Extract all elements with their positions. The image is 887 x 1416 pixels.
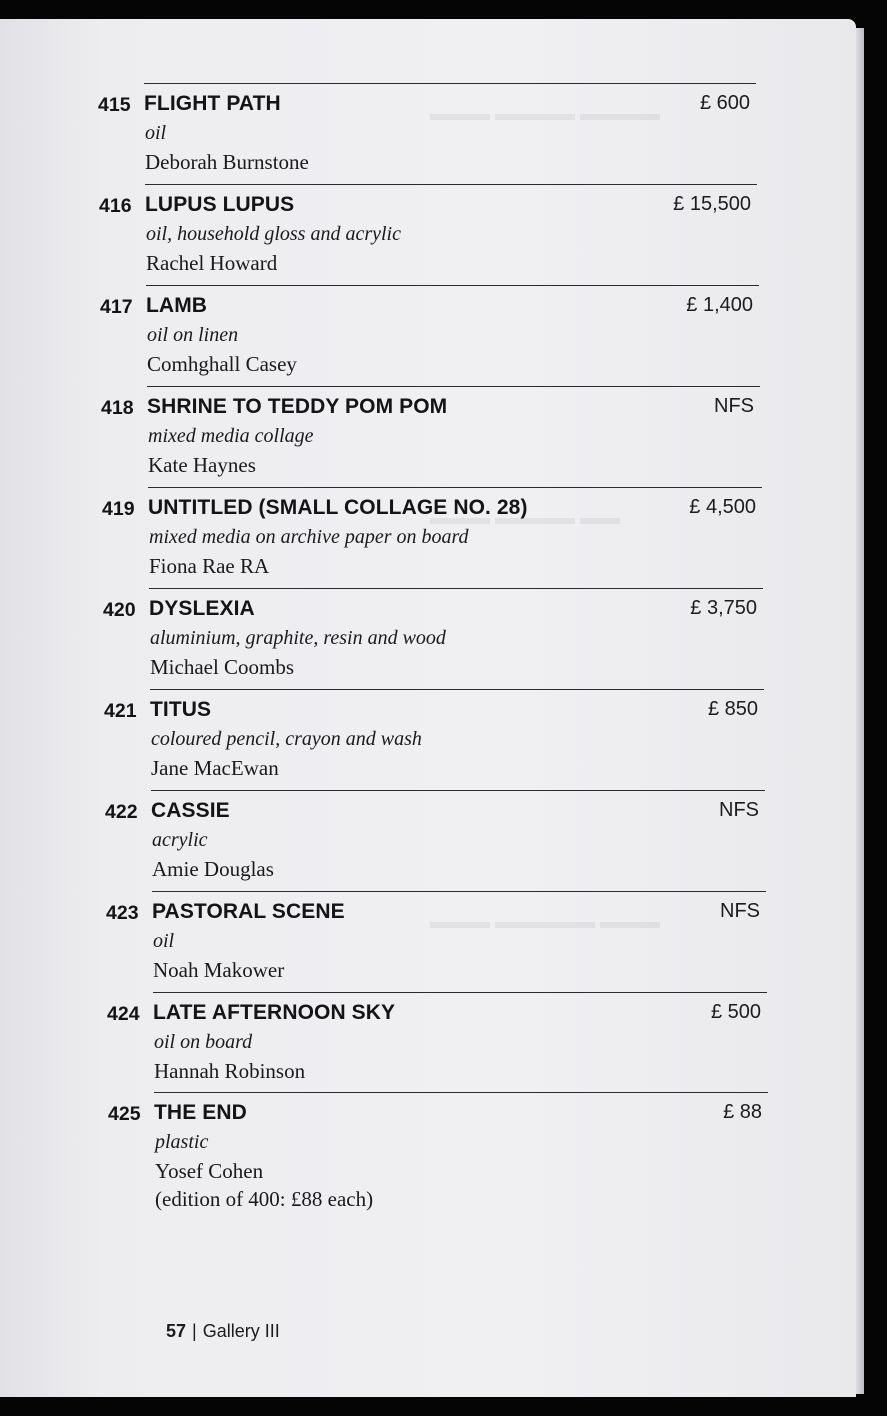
entry-artist: Kate Haynes xyxy=(148,453,256,477)
entry-number: 419 xyxy=(102,498,135,520)
entry-number: 416 xyxy=(99,195,132,217)
entry-price: £ 1,400 xyxy=(686,294,753,316)
catalogue-entry xyxy=(100,285,759,385)
entry-medium: mixed media collage xyxy=(148,425,314,447)
show-through-text: ▬▬▬ ▬▬▬▬▬ ▬▬▬ xyxy=(430,911,660,933)
show-through-text: ▬▬▬ ▬▬▬▬ ▬▬▬▬ xyxy=(430,103,660,125)
entry-artist: Rachel Howard xyxy=(146,251,278,275)
page-number: 57 xyxy=(166,1321,187,1341)
entry-artist: Amie Douglas xyxy=(152,857,274,881)
catalogue-entry xyxy=(101,386,760,486)
catalogue-entry xyxy=(107,992,767,1092)
entry-number: 424 xyxy=(107,1003,140,1025)
catalogue-entry xyxy=(108,1092,768,1222)
catalogue-entry xyxy=(99,184,757,284)
entry-divider xyxy=(154,1092,768,1093)
section-name: Gallery III xyxy=(202,1321,280,1341)
entry-medium: acrylic xyxy=(152,829,208,851)
entry-title: SHRINE TO TEDDY POM POM xyxy=(147,395,448,418)
entry-divider xyxy=(153,992,767,993)
entry-medium: oil, household gloss and acrylic xyxy=(146,223,401,245)
entry-artist: Jane MacEwan xyxy=(151,756,279,780)
entry-number: 418 xyxy=(101,397,134,419)
catalogue-entry xyxy=(104,689,764,789)
entry-divider xyxy=(152,891,766,892)
entry-medium: coloured pencil, crayon and wash xyxy=(151,728,422,750)
entry-number: 425 xyxy=(108,1103,141,1125)
entry-price: £ 88 xyxy=(723,1101,762,1123)
entry-number: 417 xyxy=(100,296,133,318)
entry-divider xyxy=(151,790,765,791)
entry-title: CASSIE xyxy=(151,799,230,822)
entry-number: 423 xyxy=(106,902,139,924)
entry-medium: mixed media on archive paper on board xyxy=(149,526,469,548)
entry-title: LATE AFTERNOON SKY xyxy=(153,1001,396,1024)
entry-title: UNTITLED (SMALL COLLAGE NO. 28) xyxy=(148,496,528,519)
entry-medium: oil xyxy=(145,122,167,144)
entry-medium: oil on board xyxy=(154,1031,253,1053)
entry-title: PASTORAL SCENE xyxy=(152,900,345,923)
entry-price: NFS xyxy=(720,900,760,922)
entry-medium: oil xyxy=(153,930,175,952)
catalogue-entry xyxy=(106,891,766,991)
entry-number: 415 xyxy=(98,94,131,116)
entry-divider xyxy=(145,184,757,185)
entry-artist: Comhghall Casey xyxy=(147,352,297,376)
entry-artist: Deborah Burnstone xyxy=(145,150,309,174)
entry-title: LAMB xyxy=(146,294,208,317)
entry-price: NFS xyxy=(719,799,759,821)
entry-number: 420 xyxy=(103,599,136,621)
entry-title: TITUS xyxy=(150,698,212,721)
entry-divider xyxy=(147,386,760,387)
catalogue-entry xyxy=(102,487,762,587)
entry-divider xyxy=(149,588,763,589)
entry-title: FLIGHT PATH xyxy=(144,92,281,115)
entry-price: £ 600 xyxy=(699,92,750,114)
entry-price: £ 4,500 xyxy=(689,496,756,518)
entry-artist: Noah Makower xyxy=(153,958,285,982)
entry-artist: Hannah Robinson xyxy=(154,1059,306,1083)
entry-artist: Michael Coombs xyxy=(150,655,295,679)
entry-divider xyxy=(150,689,764,690)
entry-divider xyxy=(148,487,762,488)
entry-artist: Fiona Rae RA xyxy=(149,554,270,578)
footer-separator: | xyxy=(192,1321,197,1341)
entry-divider xyxy=(146,285,759,286)
catalogue-entry xyxy=(103,588,763,688)
entry-price: £ 3,750 xyxy=(690,597,757,619)
entry-price: £ 500 xyxy=(710,1001,761,1023)
entry-divider xyxy=(144,83,756,84)
entry-number: 421 xyxy=(104,700,137,722)
entry-price: £ 15,500 xyxy=(673,193,751,215)
catalogue-entry xyxy=(105,790,765,890)
catalogue-entry xyxy=(98,83,756,183)
entry-edition-note: (edition of 400: £88 each) xyxy=(155,1187,374,1211)
entry-medium: oil on linen xyxy=(147,324,239,346)
entry-number: 422 xyxy=(105,801,138,823)
catalogue-page xyxy=(0,19,856,1397)
entry-title: LUPUS LUPUS xyxy=(145,193,295,216)
page-footer xyxy=(166,1321,280,1342)
entry-title: THE END xyxy=(154,1101,247,1124)
entry-artist: Yosef Cohen xyxy=(155,1159,264,1183)
entry-price: NFS xyxy=(714,395,754,417)
entry-title: DYSLEXIA xyxy=(149,597,255,620)
entry-price: £ 850 xyxy=(707,698,758,720)
show-through-text: ▬▬▬ ▬▬▬▬ ▬▬ xyxy=(430,507,620,529)
entry-medium: aluminium, graphite, resin and wood xyxy=(150,627,446,649)
entry-medium: plastic xyxy=(155,1131,209,1153)
